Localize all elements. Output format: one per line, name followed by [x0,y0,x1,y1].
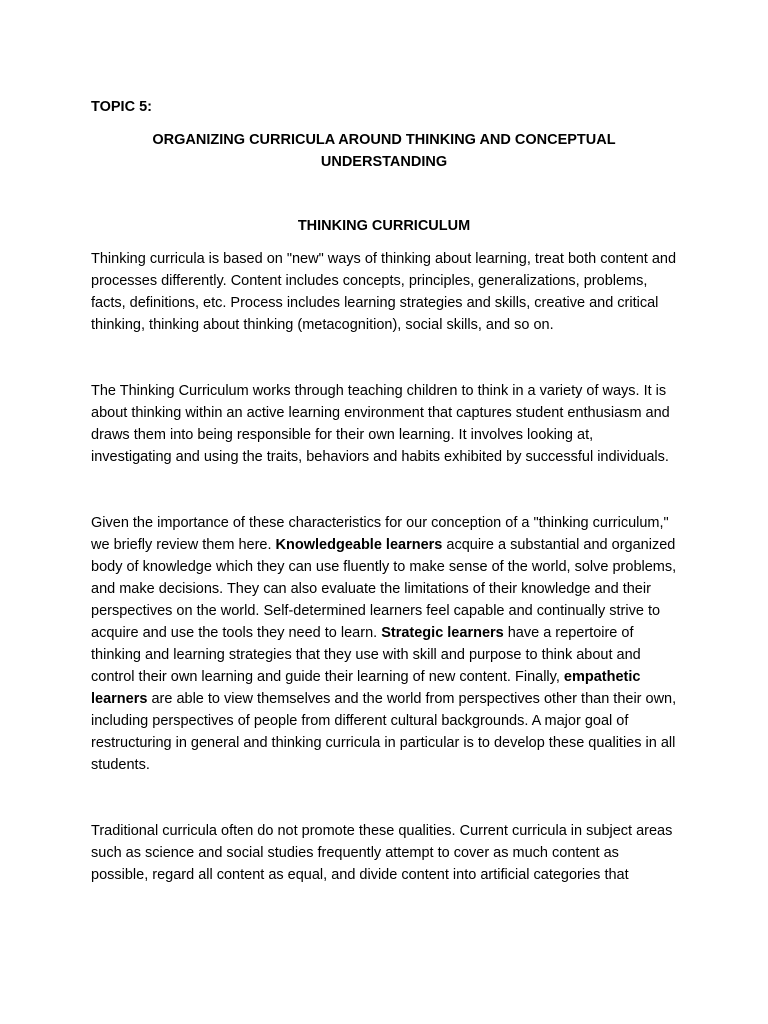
paragraph-3-text-4: are able to view themselves and the world from perspectives other than their own, including perspectives of people from different cultural backgrounds. A major goal of restructuring in general and thinking curricula in particular is to develop these qualities in all students. [91,691,677,773]
document-title-line-2: UNDERSTANDING [320,154,448,170]
document-title-line-1: ORGANIZING CURRICULA AROUND THINKING AND CONCEPTUAL [152,132,616,148]
term-empathetic-learners: empathetic learners [91,669,641,707]
term-strategic-learners: Strategic learners [381,625,504,641]
paragraph-3-text-1: Given the importance of these characteristics for our conception of a "thinking curriculum," we briefly review them here. [91,515,669,553]
paragraph-3 [91,512,677,776]
paragraph-2: The Thinking Curriculum works through teaching children to think in a variety of ways. It is about thinking within an active learning environment that captures student enthusiasm and draws them into being responsible for their own learning. It involves looking at, investigating and using the traits, behaviors and habits exhibited by successful individuals. [91,383,670,465]
document-body [91,96,677,930]
document-title [91,129,677,173]
term-knowledgeable-learners: Knowledgeable learners [275,537,443,553]
topic-label: TOPIC 5: [91,99,152,115]
paragraph-3-text-3: have a repertoire of thinking and learning strategies that they use with skill and purpose to think about and control their own learning and guide their learning of new content. Finally, [91,625,641,685]
paragraph-3-text-2: acquire a substantial and organized body of knowledge which they can use fluently to make sense of the world, solve problems, and make decisions. They can also evaluate the limitations of their knowledge and their perspectives on the world. Self-determined learners feel capable and continually strive to acquire and use the tools they need to learn. [91,537,677,641]
section-heading: THINKING CURRICULUM [297,218,471,234]
paragraph-4: Traditional curricula often do not promote these qualities. Current curricula in subject areas such as science and social studies frequently attempt to cover as much content as possible, regard all content as equal, and divide content into artificial categories that [91,823,673,883]
paragraph-1: Thinking curricula is based on "new" ways of thinking about learning, treat both content and processes differently. Content includes concepts, principles, generalizations, problems, facts, definitions, etc. Process includes learning strategies and skills, creative and critical thinking, thinking about thinking (metacognition), social skills, and so on. [91,251,677,333]
